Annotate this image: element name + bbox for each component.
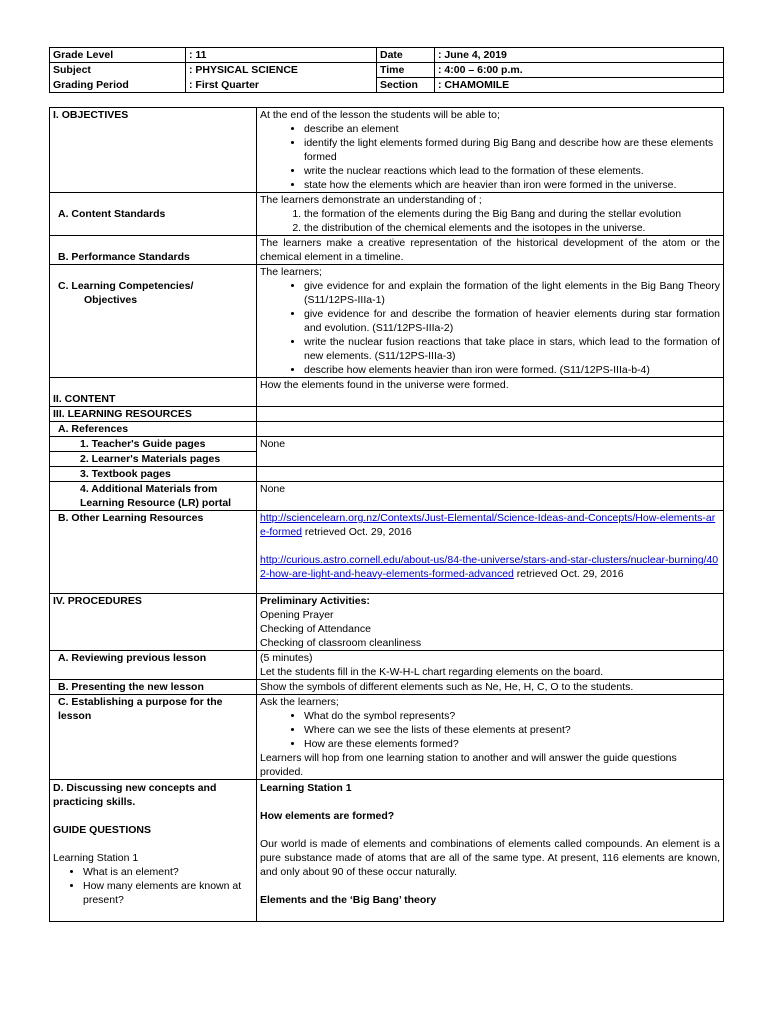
learning-station-paragraph: Our world is made of elements and combinations of elements called compounds. An element is a pure substance made of atoms that are all of the same type. At present, 116 elements are known, and only about 90 of these occur naturally. <box>260 838 720 878</box>
competencies-label-line2: Objectives <box>84 294 138 306</box>
other-resources-label: B. Other Learning Resources <box>50 511 257 594</box>
list-item: • What do the symbol represents? <box>304 709 720 723</box>
review-cell <box>257 651 724 680</box>
review-row <box>50 651 724 680</box>
performance-standards-label: B. Performance Standards <box>50 236 257 265</box>
competencies-cell <box>257 265 724 378</box>
content-standards-cell <box>257 193 724 236</box>
list-item: • describe how elements heavier than iron were formed. (S11/12PS-IIIa-b-4) <box>304 363 720 377</box>
list-item: • state how the elements which are heavier than iron were formed in the universe. <box>304 178 720 192</box>
list-item: • How many elements are known at present? <box>83 879 253 907</box>
teachers-guide-value: None <box>257 437 724 467</box>
purpose-label-line2: lesson <box>58 710 92 722</box>
section-value: : CHAMOMILE <box>435 78 724 93</box>
header-table <box>49 47 724 93</box>
purpose-row <box>50 695 724 780</box>
review-duration: (5 minutes) <box>260 652 313 664</box>
list-item: • How are these elements formed? <box>304 737 720 751</box>
teachers-guide-row <box>50 437 724 452</box>
content-standards-row <box>50 193 724 236</box>
grading-period-value: : First Quarter <box>186 78 377 93</box>
preliminary-title: Preliminary Activities: <box>260 595 370 607</box>
objectives-row <box>50 108 724 193</box>
presenting-text: Show the symbols of different elements such as Ne, He, H, C, O to the students. <box>257 680 724 695</box>
purpose-cell <box>257 695 724 780</box>
learners-materials-label: 2. Learner's Materials pages <box>50 452 257 467</box>
learning-resources-row <box>50 407 724 422</box>
content-row <box>50 378 724 407</box>
content-label: II. CONTENT <box>50 378 257 407</box>
other-resources-row <box>50 511 724 594</box>
list-item: 2. the distribution of the chemical elements and the isotopes in the universe. <box>304 221 720 235</box>
grade-level-label: Grade Level <box>50 48 186 63</box>
objectives-label: I. OBJECTIVES <box>50 108 257 193</box>
content-standards-list <box>260 207 720 235</box>
competencies-label-cell <box>50 265 257 378</box>
competencies-intro: The learners; <box>260 266 322 278</box>
list-item: • What is an element? <box>83 865 253 879</box>
procedures-label: IV. PROCEDURES <box>50 594 257 651</box>
competencies-list <box>260 279 720 377</box>
presenting-row <box>50 680 724 695</box>
additional-materials-row <box>50 482 724 511</box>
learning-resources-label: III. LEARNING RESOURCES <box>50 407 257 422</box>
additional-materials-label-line1: 4. Additional Materials from <box>80 483 218 495</box>
preliminary-cell <box>257 594 724 651</box>
textbook-label: 3. Textbook pages <box>50 467 257 482</box>
date-label: Date <box>377 48 435 63</box>
procedures-row <box>50 594 724 651</box>
list-item: • identify the light elements formed during Big Bang and describe how are these elements formed <box>304 136 720 164</box>
resource-link-2[interactable]: http://curious.astro.cornell.edu/about-us/84-the-universe/stars-and-star-clusters/nuclear-burning/402-how-are-light-and-heavy-elements-formed-advanced <box>260 554 719 580</box>
textbook-row <box>50 467 724 482</box>
teachers-guide-label: 1. Teacher's Guide pages <box>50 437 257 452</box>
time-value: : 4:00 – 6:00 p.m. <box>435 63 724 78</box>
discussing-label-line1: D. Discussing new concepts and <box>53 782 217 794</box>
resource-link-1[interactable]: http://sciencelearn.org.nz/Contexts/Just-Elemental/Science-Ideas-and-Concepts/How-elements-are-formed <box>260 512 716 538</box>
purpose-label-line1: C. Establishing a purpose for the <box>58 696 223 708</box>
list-item: Checking of Attendance <box>260 623 371 635</box>
learning-station-subheading: Elements and the ‘Big Bang’ theory <box>260 894 437 906</box>
purpose-label-cell <box>50 695 257 780</box>
objectives-list <box>260 122 720 192</box>
content-standards-intro: The learners demonstrate an understanding of ; <box>260 194 482 206</box>
section-label: Section <box>377 78 435 93</box>
purpose-outro: Learners will hop from one learning station to another and will answer the guide questions provided. <box>260 752 677 778</box>
learning-station-title: Learning Station 1 <box>260 782 352 794</box>
list-item: • give evidence for and explain the formation of the light elements in the Big Bang Theory (S11/12PS-IIIa-1) <box>304 279 720 307</box>
purpose-list <box>260 709 720 751</box>
review-instruction: Let the students fill in the K-W-H-L chart regarding elements on the board. <box>260 666 604 678</box>
content-text: How the elements found in the universe were formed. <box>257 378 724 407</box>
subject-label: Subject <box>50 63 186 78</box>
references-label: A. References <box>50 422 257 437</box>
list-item: • Where can we see the lists of these elements at present? <box>304 723 720 737</box>
discussing-row <box>50 780 724 922</box>
grade-level-value: : 11 <box>186 48 377 63</box>
other-resources-cell <box>257 511 724 594</box>
resource-link-1-suffix: retrieved Oct. 29, 2016 <box>302 526 412 538</box>
guide-questions-list <box>53 865 253 907</box>
date-value: : June 4, 2019 <box>435 48 724 63</box>
presenting-label: B. Presenting the new lesson <box>50 680 257 695</box>
lesson-plan-table <box>49 107 724 922</box>
list-item: • write the nuclear reactions which lead to the formation of these elements. <box>304 164 720 178</box>
grading-period-label: Grading Period <box>50 78 186 93</box>
objectives-cell <box>257 108 724 193</box>
purpose-intro: Ask the learners; <box>260 696 339 708</box>
discussing-label-line2: practicing skills. <box>53 796 136 808</box>
guide-questions-title: GUIDE QUESTIONS <box>53 824 152 836</box>
learning-station-heading: How elements are formed? <box>260 810 395 822</box>
references-row <box>50 422 724 437</box>
learning-station-cell <box>257 780 724 922</box>
list-item: Checking of classroom cleanliness <box>260 637 422 649</box>
performance-standards-text: The learners make a creative representation of the historical development of the atom or the chemical element in a timeline. <box>257 236 724 265</box>
list-item: 1. the formation of the elements during the Big Bang and during the stellar evolution <box>304 207 720 221</box>
list-item: • give evidence for and describe the formation of heavier elements during star formation and evolution. (S11/12PS-IIIa-2) <box>304 307 720 335</box>
discussing-label-cell <box>50 780 257 922</box>
objectives-intro: At the end of the lesson the students will be able to; <box>260 109 500 121</box>
content-standards-label: A. Content Standards <box>50 193 257 236</box>
time-label: Time <box>377 63 435 78</box>
performance-standards-row <box>50 236 724 265</box>
competencies-row <box>50 265 724 378</box>
list-item: • describe an element <box>304 122 720 136</box>
additional-materials-label-line2: Learning Resource (LR) portal <box>80 497 232 509</box>
review-label: A. Reviewing previous lesson <box>50 651 257 680</box>
competencies-label-line1: C. Learning Competencies/ <box>58 280 194 292</box>
guide-station-label: Learning Station 1 <box>53 852 139 864</box>
additional-materials-value: None <box>257 482 724 511</box>
resource-link-2-suffix: retrieved Oct. 29, 2016 <box>513 568 624 580</box>
subject-value: : PHYSICAL SCIENCE <box>186 63 377 78</box>
list-item: Opening Prayer <box>260 609 334 621</box>
list-item: • write the nuclear fusion reactions that take place in stars, which lead to the formation of new elements. (S11/12PS-IIIa-3) <box>304 335 720 363</box>
additional-materials-label-cell <box>50 482 257 511</box>
